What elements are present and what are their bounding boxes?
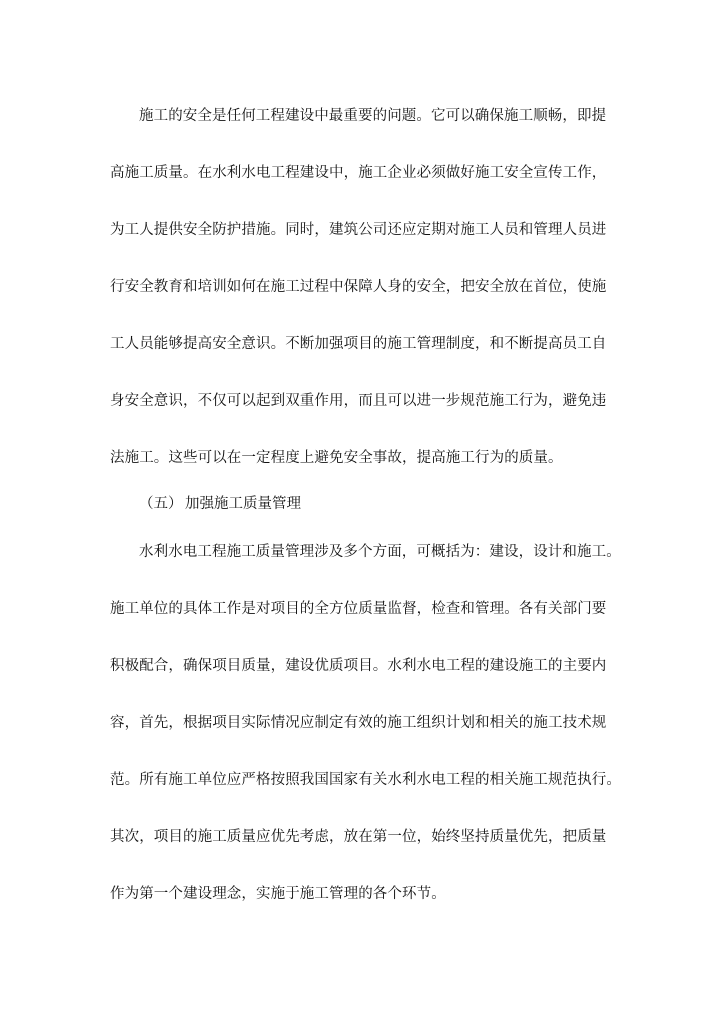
paragraph-2-line-7: 作为第一个建设理念，实施于施工管理的各个环节。 [110,886,446,902]
paragraph-1-line-5: 工人员能够提高安全意识。不断加强项目的施工管理制度，和不断提高员工自 [110,336,607,352]
paragraph-1-line-7: 法施工。这些可以在一定程度上避免安全事故，提高施工行为的质量。 [110,450,563,466]
section-heading-title: 加强施工质量管理 [185,496,301,512]
paragraph-2-line-2: 施工单位的具体工作是对项目的全方位质量监督，检查和管理。各有关部门要 [110,601,607,617]
paragraph-1-line-3: 为工人提供安全防护措施。同时，建筑公司还应定期对施工人员和管理人员进 [110,222,607,238]
paragraph-1-line-4: 行安全教育和培训如何在施工过程中保障人身的安全，把安全放在首位，使施 [110,279,607,295]
paragraph-1-line-6: 身安全意识，不仅可以起到双重作用，而且可以进一步规范施工行为，避免违 [110,393,607,409]
paragraph-2-line-3: 积极配合，确保项目质量，建设优质项目。水利水电工程的建设施工的主要内 [110,658,607,674]
section-heading [139,494,301,514]
paragraph-1-line-1: 施工的安全是任何工程建设中最重要的问题。它可以确保施工顺畅，即提 [139,108,607,124]
paragraph-2-line-5: 范。所有施工单位应严格按照我国国家有关水利水电工程的相关施工规范执行。 [110,772,621,788]
paragraph-1-line-2: 高施工质量。在水利水电工程建设中，施工企业必须做好施工安全宣传工作， [110,165,607,181]
paragraph-2-line-4: 容，首先，根据项目实际情况应制定有效的施工组织计划和相关的施工技术规 [110,715,607,731]
paragraph-2-line-1: 水利水电工程施工质量管理涉及多个方面，可概括为：建设，设计和施工。 [139,544,621,560]
section-heading-number: （五） [139,496,183,512]
paragraph-2-line-6: 其次，项目的施工质量应优先考虑，放在第一位，始终坚持质量优先，把质量 [110,829,607,845]
